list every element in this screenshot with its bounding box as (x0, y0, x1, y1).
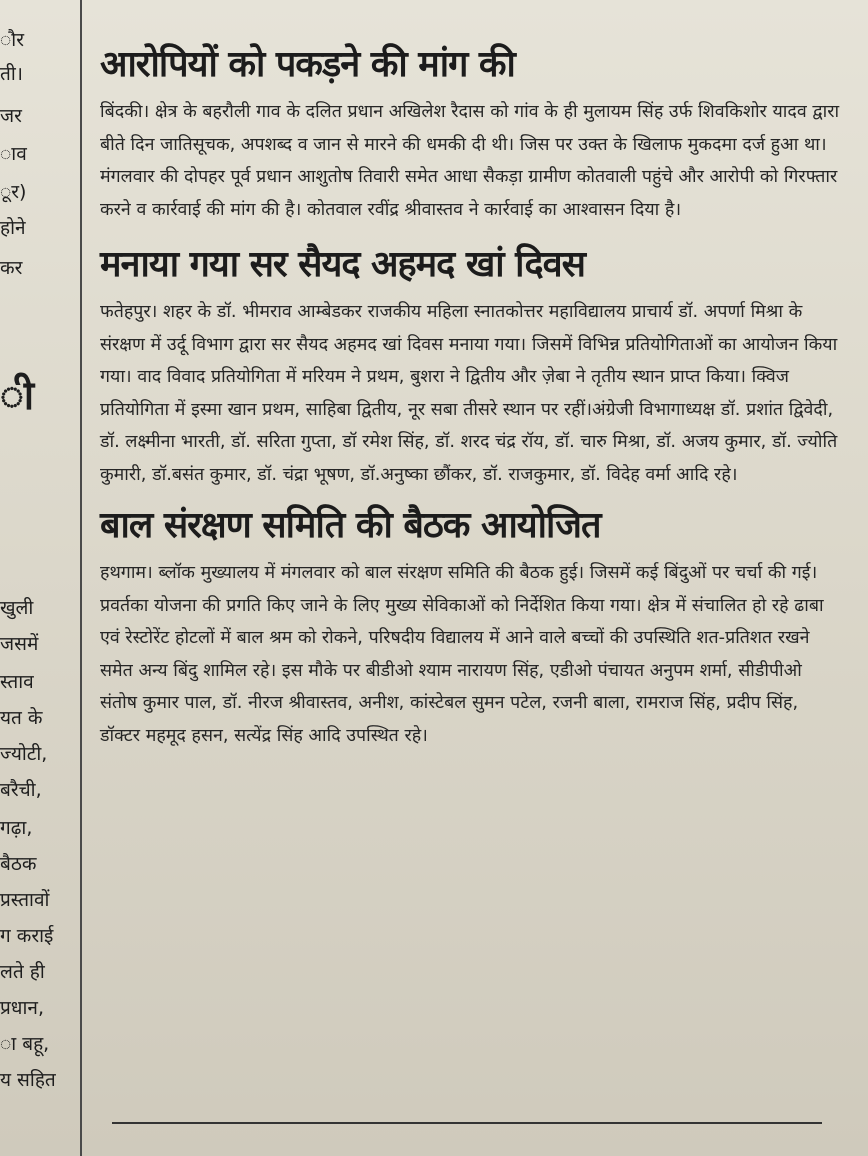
fragment: यत के (0, 707, 43, 729)
fragment: जर (0, 105, 22, 127)
fragment: कर (0, 257, 23, 279)
fragment: ा बहू, (0, 1033, 50, 1055)
article-headline: आरोपियों को पकड़ने की मांग की (100, 44, 515, 85)
fragment: गढ़ा, (0, 817, 33, 839)
fragment: प्रधान, (0, 997, 45, 1019)
adjacent-column-fragments (0, 0, 66, 1156)
fragment: बैठक (0, 853, 37, 875)
fragment: ती। (0, 63, 23, 85)
fragment: ूर) (0, 181, 27, 203)
news-article (100, 40, 840, 226)
fragment: प्रस्तावों (0, 889, 50, 911)
article-headline: मनाया गया सर सैयद अहमद खां दिवस (100, 244, 585, 285)
column-divider (80, 0, 82, 1156)
news-article (100, 240, 840, 491)
article-body: बिंदकी। क्षेत्र के बहरौली गाव के दलित प्रधान अखिलेश रैदास को गांव के ही मुलायम सिंह उर्फ शिवकिशोर यादव द्वारा बीते दिन जातिसूचक, अपशब्द व जान से मारने की धमकी दी थी। जिस पर उक्त के खिलाफ मुकदमा दर्ज हुआ था। मंगलवार की दोपहर पूर्व प्रधान आशुतोष तिवारी समेत आधा सैकड़ा ग्रामीण कोतवाली पहुंचे और आरोपी को गिरफ्तार करने व कार्रवाई की मांग की है। कोतवाल रवींद्र श्रीवास्तव ने कार्रवाई का आश्वासन दिया है। (100, 101, 840, 220)
fragment: ाव (0, 143, 27, 165)
fragment: य सहित (0, 1069, 56, 1091)
fragment: ग कराई (0, 925, 54, 947)
news-article (100, 501, 840, 752)
article-headline: बाल संरक्षण समिति की बैठक आयोजित (100, 505, 601, 546)
fragment: ौर (0, 29, 24, 51)
fragment: बरैची, (0, 779, 42, 801)
fragment: खुली (0, 597, 34, 619)
fragment: ज्योटी, (0, 743, 48, 765)
fragment: स्ताव (0, 671, 34, 693)
bottom-rule (112, 1122, 822, 1124)
fragment: जसमें (0, 633, 39, 655)
news-column (100, 40, 840, 752)
article-body: फतेहपुर। शहर के डॉ. भीमराव आम्बेडकर राजकीय महिला स्नातकोत्तर महाविद्यालय प्राचार्य डॉ. अपर्णा मिश्रा के संरक्षण में उर्दू विभाग द्वारा सर सैयद अहमद खां दिवस मनाया गया। जिसमें विभिन्न प्रतियोगिताओं का आयोजन किया गया। वाद विवाद प्रतियोगिता में मरियम ने प्रथम, बुशरा ने द्वितीय और ज़ेबा ने तृतीय स्थान प्राप्त किया। क्विज प्रतियोगिता में इस्मा खान प्रथम, साहिबा द्वितीय, नूर सबा तीसरे स्थान पर रहीं।अंग्रेजी विभागाध्यक्ष डॉ. प्रशांत द्विवेदी, डॉ. लक्ष्मीना भारती, डॉ. सरिता गुप्ता, डॉ रमेश सिंह, डॉ. शरद चंद्र रॉय, डॉ. चारु मिश्रा, डॉ. अजय कुमार, डॉ. ज्योति कुमारी, डॉ.बसंत कुमार, डॉ. चंद्रा भूषण, डॉ.अनुष्का छौंकर, डॉ. राजकुमार, डॉ. विदेह वर्मा आदि रहे। (100, 301, 838, 485)
fragment: लते ही (0, 961, 45, 983)
article-body: हथगाम। ब्लॉक मुख्यालय में मंगलवार को बाल संरक्षण समिति की बैठक हुई। जिसमें कई बिंदुओं पर चर्चा की गई। प्रवर्तका योजना की प्रगति किए जाने के लिए मुख्य सेविकाओं को निर्देशित किया गया। क्षेत्र में संचालित हो रहे ढाबा एवं रेस्टोरेंट होटलों में बाल श्रम को रोकने, परिषदीय विद्यालय में आने वाले बच्चों की उपस्थिति शत-प्रतिशत रखने समेत अन्य बिंदु शामिल रहे। इस मौके पर बीडीओ श्याम नारायण सिंह, एडीओ पंचायत अनुपम शर्मा, सीडीपीओ संतोष कुमार पाल, डॉ. नीरज श्रीवास्तव, अनीश, कांस्टेबल सुमन पटेल, रजनी बाला, रामराज सिंह, प्रदीप सिंह, डॉक्टर महमूद हसन, सत्येंद्र सिंह आदि उपस्थित रहे। (100, 562, 824, 746)
fragment: होने (0, 217, 26, 239)
fragment: ी (0, 373, 35, 419)
